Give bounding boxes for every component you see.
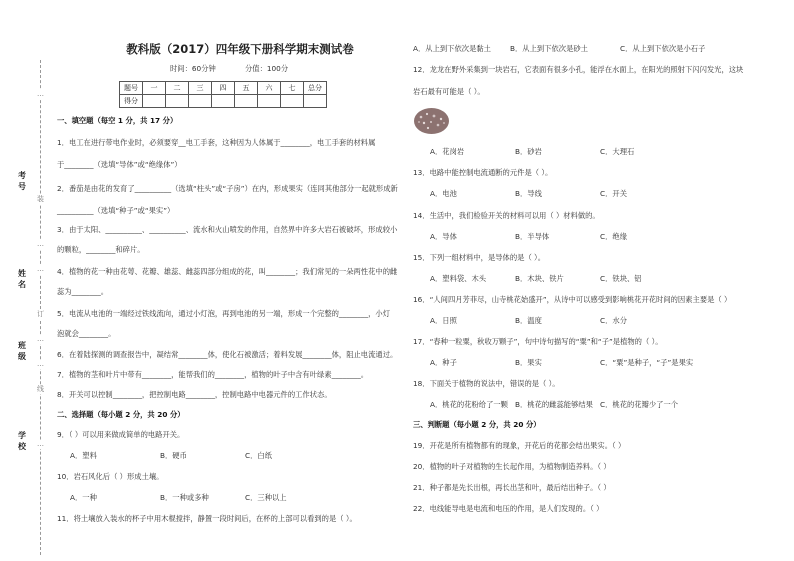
section-heading-choice: 二、选择题（每小题 2 分，共 20 分）	[57, 410, 185, 419]
option-c: C．铁块、铝	[600, 274, 642, 283]
option-c: C．三种以上	[245, 493, 287, 502]
question-line: 21．种子都是先长出根，再长出茎和叶，最后结出种子。（ ）	[413, 483, 611, 492]
rock-image	[413, 105, 450, 137]
score-blank[interactable]	[166, 95, 189, 108]
option-c: C．大理石	[600, 147, 635, 156]
score-cell: 二	[166, 82, 189, 95]
rock-pore	[427, 127, 429, 129]
question-line: 20．植物的叶子对植物的生长起作用，为植物制造养料。（ ）	[413, 462, 611, 471]
option-b: B．半导体	[515, 232, 550, 241]
score-blank[interactable]	[304, 95, 327, 108]
rock-pore	[423, 122, 425, 124]
option-a: A．花岗岩	[430, 147, 465, 156]
question-line: 2．番茄是由花的发育了__________（选填“柱头”或“子房”）在内，形成果实（连同其他部分一起就形成新	[57, 184, 398, 193]
section-heading-fill: 一、填空题（每空 1 分，共 17 分）	[57, 116, 178, 125]
score-cell: 四	[212, 82, 235, 95]
score-cell: 五	[235, 82, 258, 95]
question-line: 9．（ ）可以用来做成简单的电路开关。	[57, 430, 185, 439]
score-cell: 三	[189, 82, 212, 95]
question-line: __________（选填“种子”或“果实”）	[57, 206, 175, 215]
option-b: B．硬币	[160, 451, 187, 460]
score-blank[interactable]	[143, 95, 166, 108]
rock-pore	[430, 121, 432, 123]
option-b: B．一种或多种	[160, 493, 209, 502]
score-cell: 总分	[304, 82, 327, 95]
question-line: 17．“春种一粒粟，秋收万颗子”，句中诗句描写的“粟”和“子”是植物的（ ）。	[413, 337, 663, 346]
option-c: C．从上到下依次是小石子	[620, 44, 706, 53]
option-c: C．“粟”是种子，“子”是果实	[600, 358, 694, 367]
section-heading-judge: 三、判断题（每小题 2 分，共 20 分）	[413, 420, 541, 429]
option-c: C．桃花的花瓣少了一个	[600, 400, 679, 409]
question-line: 6．在着陆探测的调查报告中，凝结常________体，使化石被激活；着料发展________体，阻止电流通过。	[57, 350, 398, 359]
question-line: 13．电路中能控制电流通断的元件是（ ）。	[413, 168, 553, 177]
question-line: 岩石最有可能是（ ）。	[413, 87, 485, 96]
question-line: 3．由于太阳、__________、__________、流水和火山喷发的作用，自然界中许多大岩石被破坏，形成较小	[57, 225, 398, 234]
question-line: 15．下列一组材料中，是导体的是（ ）。	[413, 253, 546, 262]
option-a: A．一种	[70, 493, 97, 502]
score-blank[interactable]	[189, 95, 212, 108]
score-cell: 得分	[120, 95, 143, 108]
binding-mark: …	[37, 440, 44, 448]
rock-pore	[437, 124, 440, 127]
option-b: B．砂岩	[515, 147, 542, 156]
option-c: C．绝缘	[600, 232, 627, 241]
exam-time: 时间：60分钟	[170, 64, 216, 73]
rock-shape	[414, 108, 449, 134]
binding-mark: …	[37, 335, 44, 343]
rock-pore	[418, 121, 420, 123]
option-a: A．塑料袋、木头	[430, 274, 487, 283]
margin-label-school: 学校	[18, 431, 26, 451]
binding-mark: …	[37, 265, 44, 273]
option-b: B．温度	[515, 316, 542, 325]
margin-label-name: 姓名	[18, 269, 26, 289]
score-cell: 一	[143, 82, 166, 95]
option-b: B．从上到下依次是砂土	[510, 44, 588, 53]
question-line: 12．龙龙在野外采集到一块岩石，它表面有很多小孔，能浮在水面上，在阳光的照射下闪闪发光，这块	[413, 65, 744, 74]
option-a: A．导体	[430, 232, 457, 241]
question-line: 蕊为________。	[57, 287, 109, 296]
exam-title: 教科版（2017）四年级下册科学期末测试卷	[126, 42, 354, 56]
question-line: 14．生活中，我们检验开关的材料可以用（ ）材料做的。	[413, 211, 600, 220]
option-c: C．白纸	[245, 451, 272, 460]
question-line: 1．电工在进行带电作业时，必须要穿__电工手套，这种因为人体属于________，电工手套的材料属	[57, 138, 376, 147]
score-cell: 六	[258, 82, 281, 95]
rock-pore	[426, 113, 428, 115]
rock-pore	[443, 122, 445, 124]
binding-mark: 线	[37, 385, 44, 393]
score-blank[interactable]	[212, 95, 235, 108]
binding-mark: …	[37, 90, 44, 98]
option-a: A．种子	[430, 358, 457, 367]
question-line: 10．岩石风化后（ ）形成土壤。	[57, 472, 164, 481]
question-line: 泡就会________。	[57, 329, 116, 338]
binding-line	[40, 60, 41, 555]
question-line: 22．电线能导电是电流和电压的作用，是人们发现的。（ ）	[413, 504, 604, 513]
binding-mark: 订	[37, 310, 44, 318]
option-b: B．桃花的雌蕊能够结果	[515, 400, 593, 409]
score-blank[interactable]	[258, 95, 281, 108]
option-a: A．塑料	[70, 451, 97, 460]
option-b: B．木块、铁片	[515, 274, 564, 283]
score-table	[119, 81, 327, 108]
rock-pore	[420, 116, 423, 119]
option-a: A．日照	[430, 316, 457, 325]
rock-pore	[433, 115, 436, 118]
question-line: 5．电流从电池的一端经过铁线流向，通过小灯泡，再到电池的另一端，形成一个完整的________，小灯	[57, 309, 390, 318]
option-a: A．从上到下依次是黏土	[413, 44, 491, 53]
option-c: C．开关	[600, 189, 627, 198]
option-a: A．桃花的花粉给了一颗	[430, 400, 508, 409]
rock-pore	[440, 118, 442, 120]
question-line: 18．下面关于植物的说法中，错误的是（ ）。	[413, 379, 560, 388]
binding-mark: …	[37, 360, 44, 368]
question-line: 11．将土壤放入装水的杯子中用木棍搅拌，静置一段时间后，在杯的上部可以看到的是（ ）。	[57, 514, 357, 523]
question-line: 的颗粒，________和碎片。	[57, 245, 145, 254]
score-table-header-row	[120, 82, 327, 95]
option-c: C．水分	[600, 316, 627, 325]
score-blank[interactable]	[235, 95, 258, 108]
question-line: 8．开关可以控制________，把控制电路________，控制电路中电器元件的工作状态。	[57, 390, 332, 399]
question-line: 16．“人间四月芳菲尽，山寺桃花始盛开”，从诗中可以感受到影响桃花开花时间的因素主要是（ ）	[413, 295, 732, 304]
score-cell: 七	[281, 82, 304, 95]
binding-mark: 装	[37, 195, 44, 203]
binding-mark: …	[37, 240, 44, 248]
margin-label-exam-number: 考号	[18, 171, 26, 191]
question-line: 4．植物的花一种由花萼、花瓣、雄蕊、雌蕊四部分组成的花，叫________；我们常见的一朵两性花中的雌	[57, 267, 398, 276]
score-table-score-row	[120, 95, 327, 108]
exam-score: 分值：100分	[245, 64, 289, 73]
score-cell: 题号	[120, 82, 143, 95]
score-blank[interactable]	[281, 95, 304, 108]
margin-label-class: 班级	[18, 341, 26, 361]
question-line: 于________（选填“导体”或“绝缘体”）	[57, 160, 182, 169]
option-b: B．果实	[515, 358, 542, 367]
question-line: 19．开花是所有植物都有的现象，开花后的花都会结出果实。（ ）	[413, 441, 626, 450]
option-a: A．电池	[430, 189, 457, 198]
option-b: B．导线	[515, 189, 542, 198]
question-line: 7．植物的茎和叶片中带有________，能帮我们的________，植物的叶子中含有叶绿素________。	[57, 370, 369, 379]
